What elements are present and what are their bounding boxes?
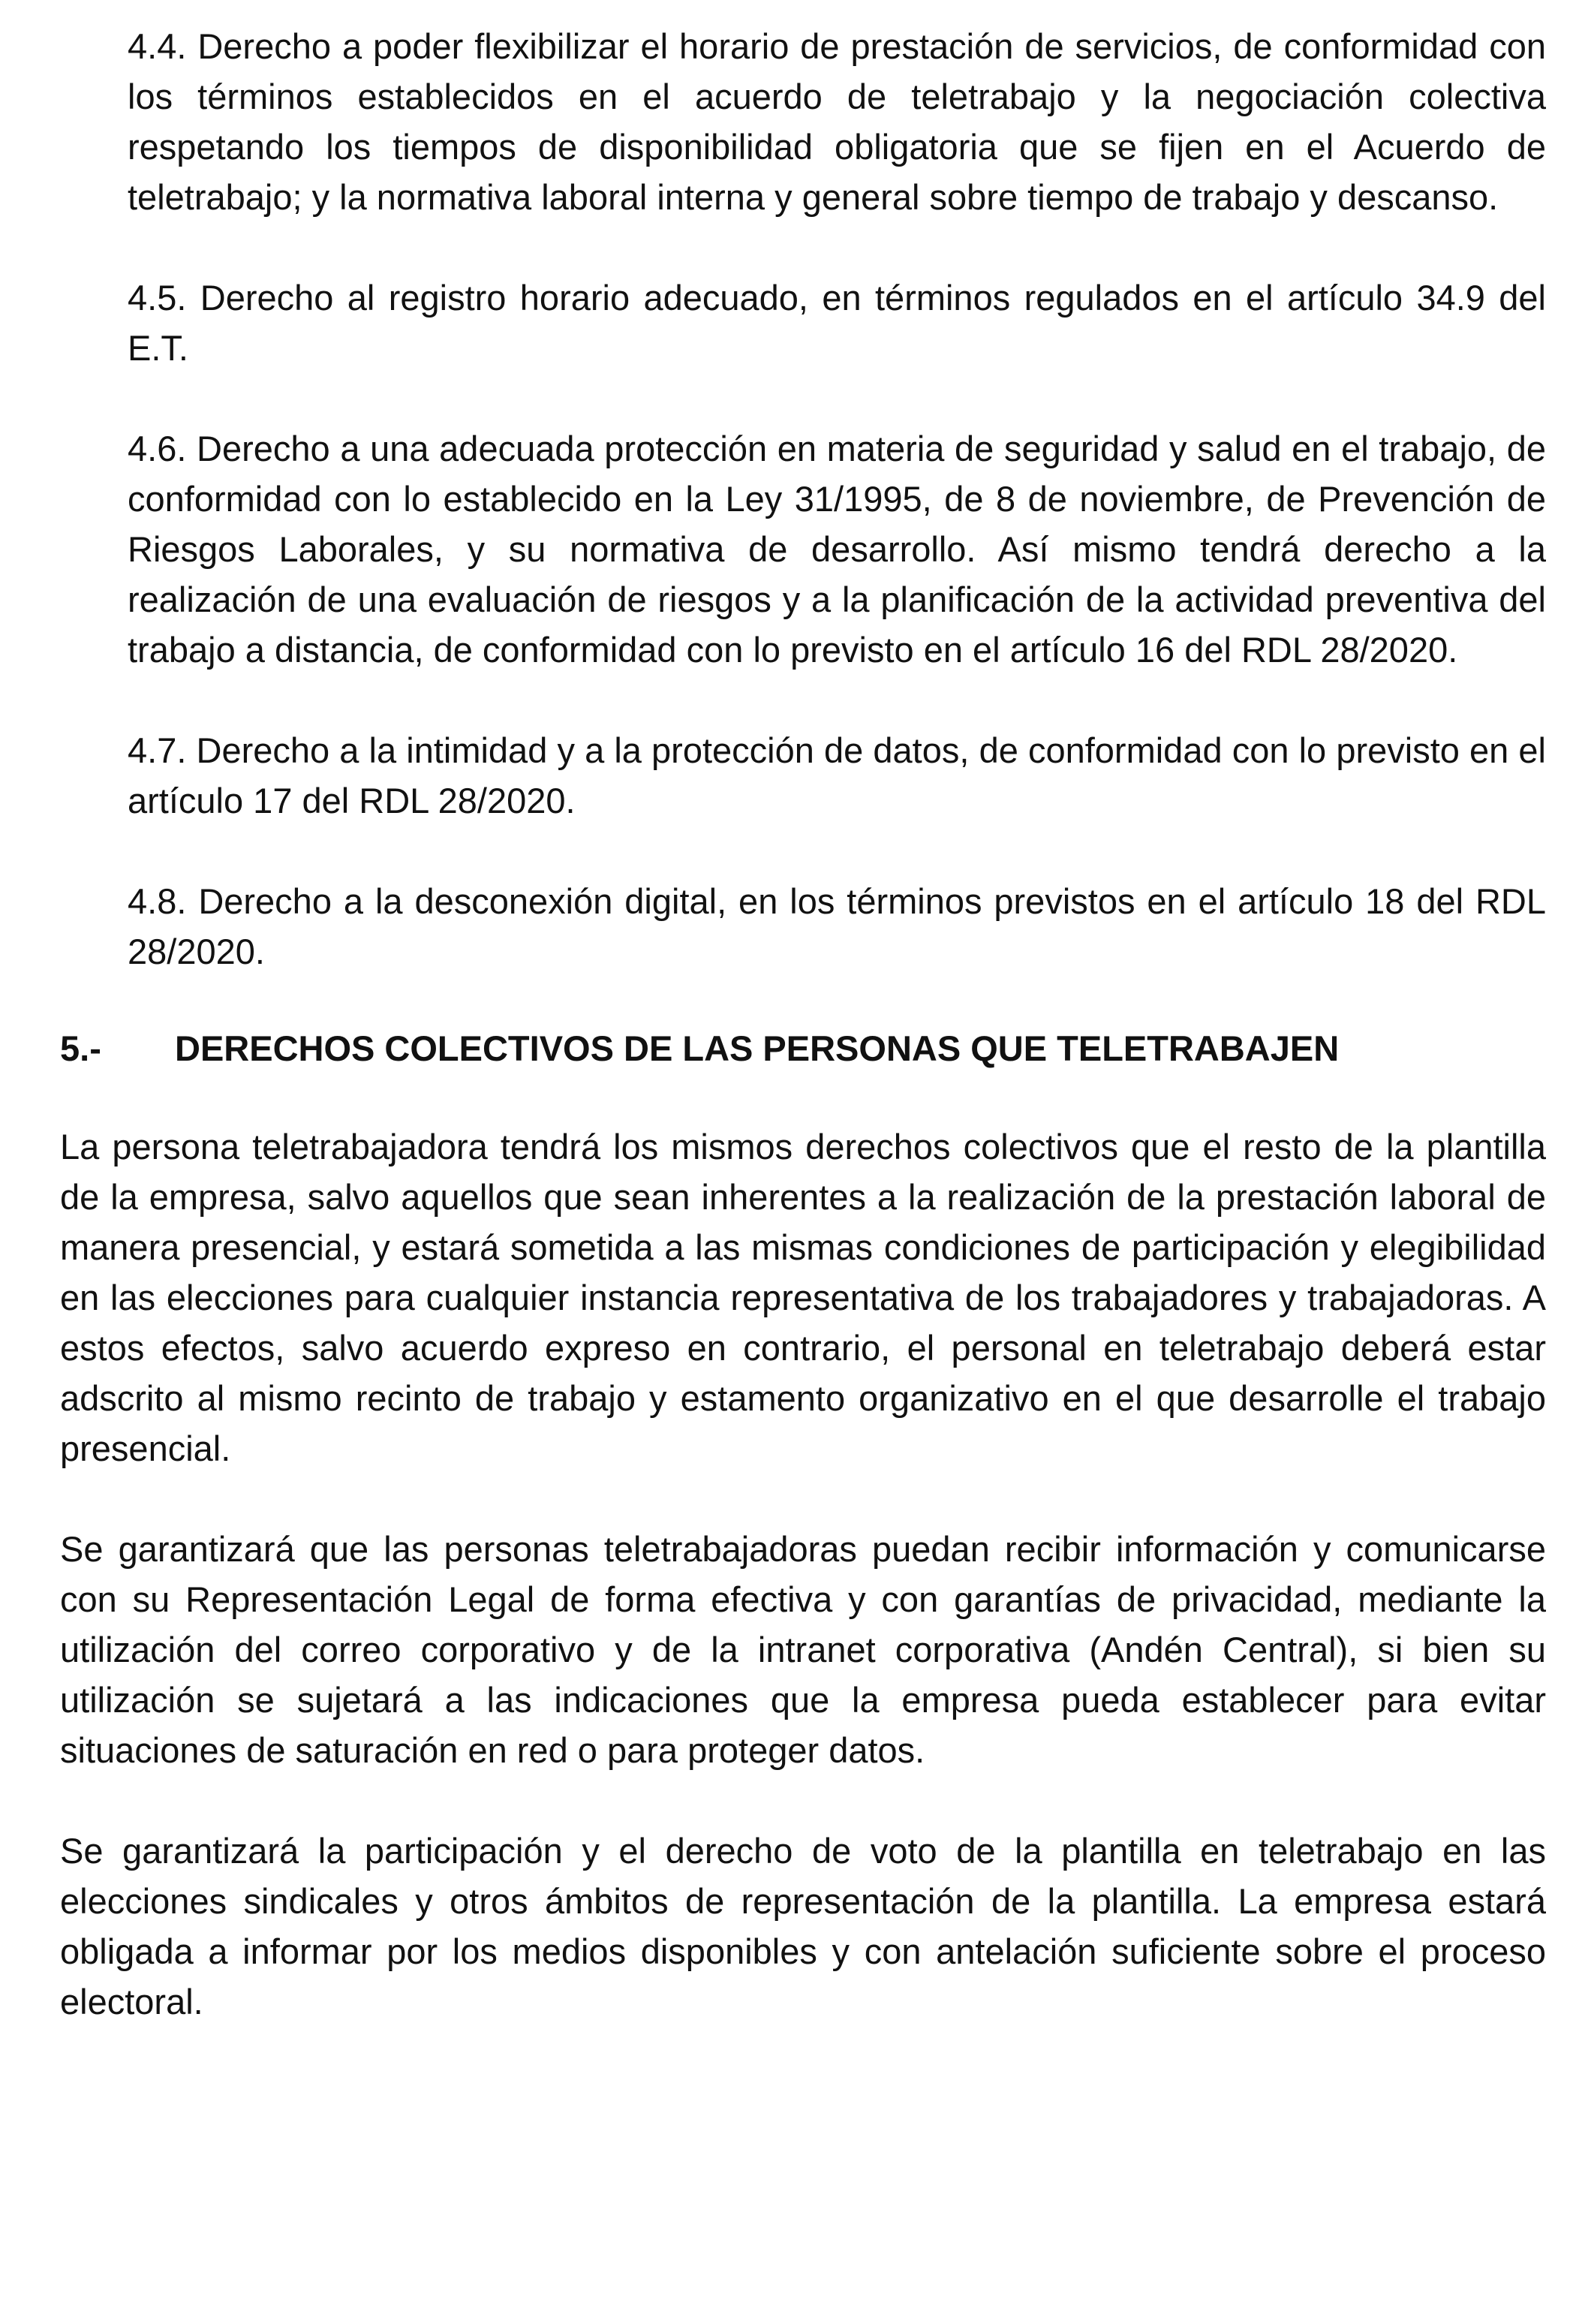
section-5-paragraph-1: La persona teletrabajadora tendrá los mismos derechos colectivos que el resto de la plantilla de la empresa, salvo aquellos que sean inherentes a la realización de la prestación laboral de manera presencial, y estará sometida a las mismas condiciones de participación y elegibilidad en las elecciones para cualquier instancia representativa de los trabajadores y trabajadoras. A estos efectos, salvo acuerdo expreso en contrario, el personal en teletrabajo deberá estar adscrito al mismo recinto de trabajo y estamento organizativo en el que desarrolle el trabajo presencial. bbox=[60, 1127, 1546, 1468]
right-4-6: 4.6. Derecho a una adecuada protección en materia de seguridad y salud en el trabajo, de conformidad con lo establecido en la Ley 31/1995, de 8 de noviembre, de Prevención de Riesgos Laborales, y su normativa de desarrollo. Así mismo tendrá derecho a la realización de una evaluación de riesgos y a la planificación de la actividad preventiva del trabajo a distancia, de conformidad con lo previsto en el artículo 16 del RDL 28/2020. bbox=[128, 429, 1546, 670]
section-5-paragraph-2: Se garantizará que las personas teletrabajadoras puedan recibir información y comunicarse con su Representación Legal de forma efectiva y con garantías de privacidad, mediante la utilización del correo corporativo y de la intranet corporativa (Andén Central), si bien su utilización se sujetará a las indicaciones que la empresa pueda establecer para evitar situaciones de saturación en red o para proteger datos. bbox=[60, 1529, 1546, 1770]
document-page bbox=[60, 21, 1546, 2027]
section-5-heading bbox=[60, 1023, 1546, 1073]
section-5-paragraph-3: Se garantizará la participación y el derecho de voto de la plantilla en teletrabajo en las elecciones sindicales y otros ámbitos de representación de la plantilla. La empresa estará obligada a informar por los medios disponibles y con antelación suficiente sobre el proceso electoral. bbox=[60, 1831, 1546, 2021]
right-4-5: 4.5. Derecho al registro horario adecuado, en términos regulados en el artículo 34.9 del E.T. bbox=[128, 278, 1546, 368]
section-5-title: DERECHOS COLECTIVOS DE LAS PERSONAS QUE TELETRABAJEN bbox=[175, 1028, 1340, 1068]
section-5-body bbox=[60, 1121, 1546, 2027]
right-4-7: 4.7. Derecho a la intimidad y a la protección de datos, de conformidad con lo previsto en el artículo 17 del RDL 28/2020. bbox=[128, 730, 1546, 820]
right-4-4: 4.4. Derecho a poder flexibilizar el horario de prestación de servicios, de conformidad con los términos establecidos en el acuerdo de teletrabajo y la negociación colectiva respetando los tiempos de disponibilidad obligatoria que se fijen en el Acuerdo de teletrabajo; y la normativa laboral interna y general sobre tiempo de trabajo y descanso. bbox=[128, 26, 1546, 217]
rights-list bbox=[60, 21, 1546, 977]
section-5-number: 5.- bbox=[60, 1028, 101, 1068]
right-4-8: 4.8. Derecho a la desconexión digital, en los términos previstos en el artículo 18 del RDL 28/2020. bbox=[128, 881, 1546, 971]
